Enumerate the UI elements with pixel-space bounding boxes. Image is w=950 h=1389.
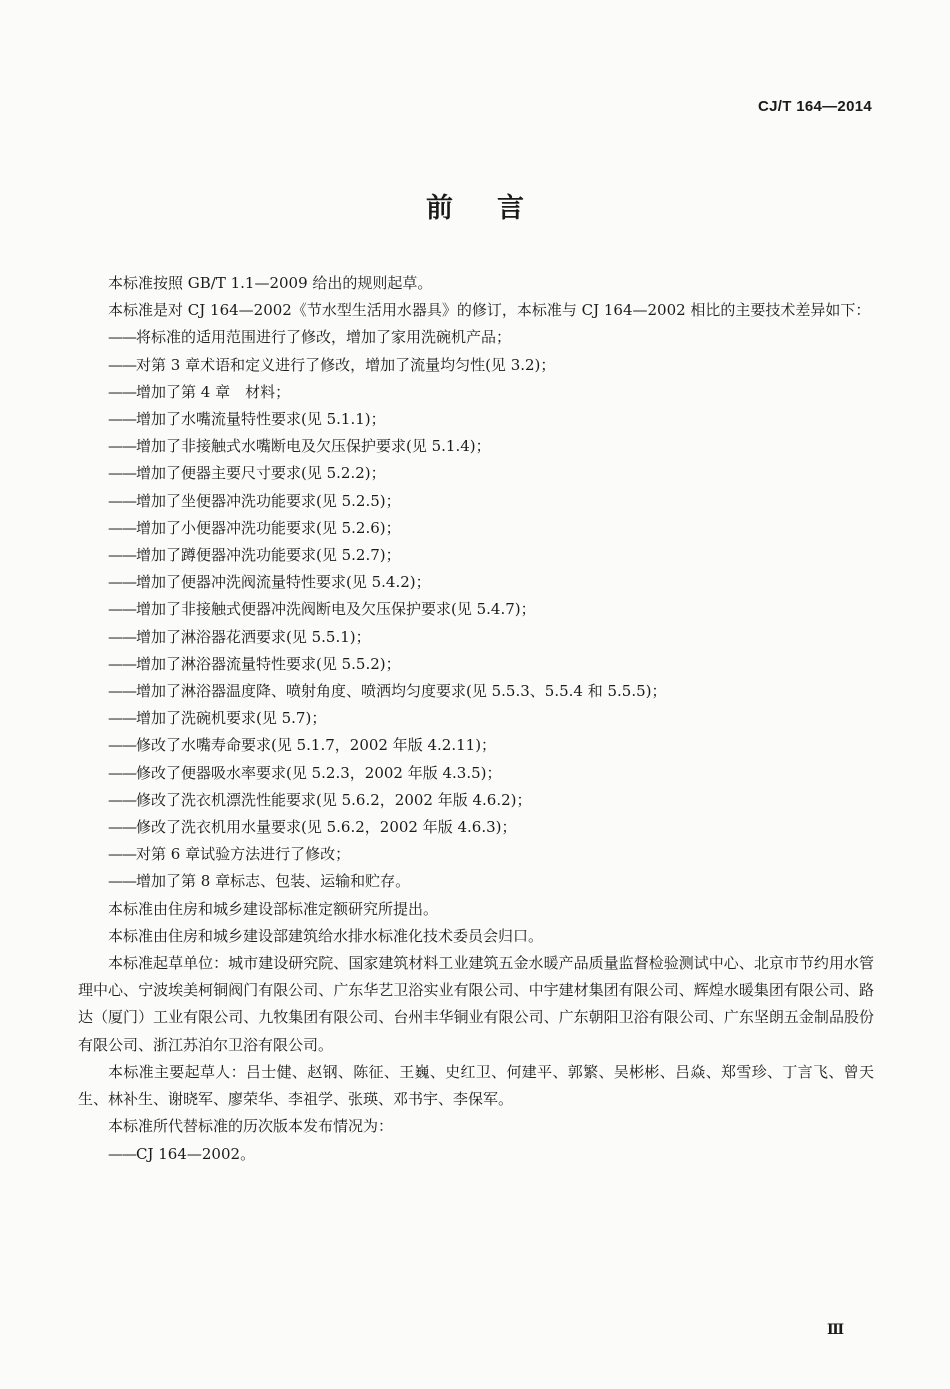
list-item: ——增加了淋浴器温度降、喷射角度、喷洒均匀度要求(见 5.5.3、5.5.4 和 5.5.5)； [108,682,667,701]
paragraph-centralized-by: 本标准由住房和城乡建设部建筑给水排水标准化技术委员会归口。 [108,926,544,945]
document-body [78,270,874,1168]
paragraph-proposed-by: 本标准由住房和城乡建设部标准定额研究所提出。 [108,899,439,918]
list-item: ——修改了水嘴寿命要求(见 5.1.7，2002 年版 4.2.11)； [108,736,497,755]
list-item: ——修改了便器吸水率要求(见 5.2.3，2002 年版 4.3.5)； [108,763,502,782]
list-item: ——增加了水嘴流量特性要求(见 5.1.1)； [108,410,386,429]
list-item: ——对第 6 章试验方法进行了修改； [108,845,351,864]
list-item: ——增加了淋浴器流量特性要求(见 5.5.2)； [108,654,401,673]
history-list [78,1141,874,1168]
paragraph-drafting-units: 本标准起草单位：城市建设研究院、国家建筑材料工业建筑五金水暖产品质量监督检验测试中心、北京市节约用水管理中心、宁波埃美柯铜阀门有限公司、广东华艺卫浴实业有限公司、中宇建材集团有限公司、辉煌水暖集团有限公司、路达（厦门）工业有限公司、九牧集团有限公司、台州丰华铜业有限公司、广东朝阳卫浴有限公司、广东坚朗五金制品股份有限公司、浙江苏泊尔卫浴有限公司。 [78,954,874,1054]
list-item: ——增加了淋浴器花洒要求(见 5.5.1)； [108,627,371,646]
list-item: ——增加了第 8 章标志、包装、运输和贮存。 [108,872,411,891]
list-item: ——修改了洗衣机漂洗性能要求(见 5.6.2，2002 年版 4.6.2)； [108,790,532,809]
list-item: ——增加了便器冲洗阀流量特性要求(见 5.4.2)； [108,573,431,592]
paragraph-drafting-rules: 本标准按照 GB/T 1.1—2009 给出的规则起草。 [108,274,433,292]
list-item: ——增加了洗碗机要求(见 5.7)； [108,709,327,728]
standard-code: CJ/T 164—2014 [758,98,872,115]
page-title: 前言 [426,193,568,224]
list-item: ——增加了便器主要尺寸要求(见 5.2.2)； [108,464,386,483]
list-item: ——CJ 164—2002。 [108,1144,256,1163]
list-item: ——增加了非接触式水嘴断电及欠压保护要求(见 5.1.4)； [108,437,491,456]
changes-list [78,324,874,895]
paragraph-drafters: 本标准主要起草人：吕士健、赵钢、陈征、王巍、史红卫、何建平、郭繁、吴彬彬、吕焱、郑雪珍、丁言飞、曾天生、林补生、谢晓军、廖荣华、李祖学、张瑛、邓书宇、李保军。 [78,1062,874,1109]
paragraph-revision-summary: 本标准是对 CJ 164—2002《节水型生活用水器具》的修订，本标准与 CJ 164—2002 相比的主要技术差异如下： [108,301,871,320]
list-item: ——修改了洗衣机用水量要求(见 5.6.2，2002 年版 4.6.3)； [108,818,517,837]
list-item: ——将标准的适用范围进行了修改，增加了家用洗碗机产品； [108,328,512,347]
list-item: ——增加了小便器冲洗功能要求(见 5.2.6)； [108,518,401,537]
page-number: Ⅲ [826,1322,844,1338]
list-item: ——增加了非接触式便器冲洗阀断电及欠压保护要求(见 5.4.7)； [108,600,536,619]
paragraph-history-intro: 本标准所代替标准的历次版本发布情况为： [108,1117,394,1136]
list-item: ——增加了第 4 章 材料； [108,382,291,401]
list-item: ——对第 3 章术语和定义进行了修改，增加了流量均匀性(见 3.2)； [108,355,556,374]
list-item: ——增加了坐便器冲洗功能要求(见 5.2.5)； [108,491,401,510]
list-item: ——增加了蹲便器冲洗功能要求(见 5.2.7)； [108,546,401,565]
